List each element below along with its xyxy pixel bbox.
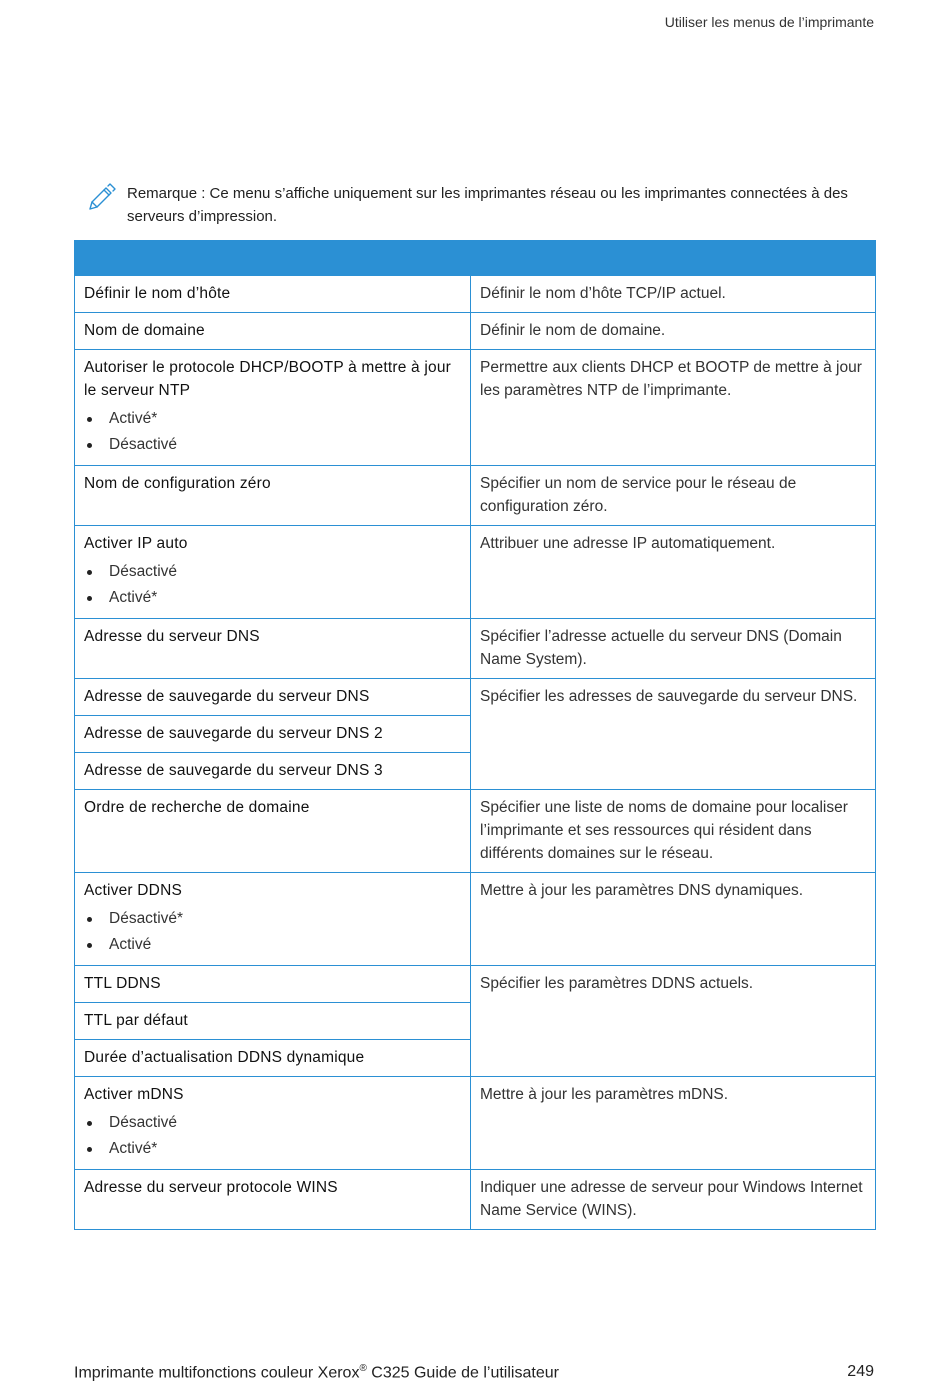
menu-item-name <box>75 966 471 1003</box>
note-block <box>86 182 876 228</box>
table-row <box>75 619 876 679</box>
menu-item-label: TTL par défaut <box>84 1012 188 1029</box>
footer-guide-title <box>74 1363 559 1382</box>
option-item: Désactivé <box>84 559 461 585</box>
pencil-icon <box>86 182 116 210</box>
table-header-cell <box>75 241 471 276</box>
menu-item-label: Adresse de sauvegarde du serveur DNS 2 <box>84 725 383 742</box>
menu-item-label: Nom de configuration zéro <box>84 475 271 492</box>
menu-item-name <box>75 1003 471 1040</box>
table-header-cell <box>471 241 876 276</box>
menu-item-description: Attribuer une adresse IP automatiquement. <box>471 526 876 619</box>
menu-item-label: Définir le nom d’hôte <box>84 285 231 302</box>
footer-guide-suffix: C325 Guide de l’utilisateur <box>366 1364 559 1382</box>
menu-item-label: Adresse de sauvegarde du serveur DNS <box>84 688 370 705</box>
menu-item-name <box>75 1170 471 1230</box>
option-item: Activé* <box>84 585 461 611</box>
menu-item-name <box>75 350 471 466</box>
menu-item-label: Adresse du serveur protocole WINS <box>84 1179 338 1196</box>
menu-item-name <box>75 716 471 753</box>
menu-item-description: Permettre aux clients DHCP et BOOTP de mettre à jour les paramètres NTP de l’imprimante. <box>471 350 876 466</box>
option-item: Activé <box>84 932 461 958</box>
menu-item-name <box>75 276 471 313</box>
option-list <box>84 906 461 958</box>
registered-mark: ® <box>359 1363 367 1374</box>
option-item: Désactivé* <box>84 906 461 932</box>
option-list <box>84 406 461 458</box>
menu-item-label: Activer DDNS <box>84 882 182 899</box>
table-row <box>75 966 876 1003</box>
menu-item-description: Spécifier l’adresse actuelle du serveur DNS (Domain Name System). <box>471 619 876 679</box>
menu-item-label: TTL DDNS <box>84 975 161 992</box>
table-row <box>75 873 876 966</box>
table-row <box>75 1077 876 1170</box>
menu-item-name <box>75 1040 471 1077</box>
menu-item-name <box>75 619 471 679</box>
menu-item-description: Spécifier les adresses de sauvegarde du serveur DNS. <box>471 679 876 790</box>
menu-table <box>74 240 876 1230</box>
table-row <box>75 350 876 466</box>
menu-item-label: Activer IP auto <box>84 535 188 552</box>
menu-item-description: Définir le nom de domaine. <box>471 313 876 350</box>
footer-guide-prefix: Imprimante multifonctions couleur Xerox <box>74 1364 360 1382</box>
menu-item-label: Activer mDNS <box>84 1086 184 1103</box>
menu-item-description: Définir le nom d’hôte TCP/IP actuel. <box>471 276 876 313</box>
option-list <box>84 559 461 611</box>
menu-item-description: Indiquer une adresse de serveur pour Windows Internet Name Service (WINS). <box>471 1170 876 1230</box>
menu-item-name <box>75 679 471 716</box>
menu-item-name <box>75 753 471 790</box>
table-header-row <box>75 241 876 276</box>
menu-item-description: Spécifier un nom de service pour le réseau de configuration zéro. <box>471 466 876 526</box>
page-header-title: Utiliser les menus de l’imprimante <box>664 14 874 30</box>
menu-item-label: Nom de domaine <box>84 322 205 339</box>
note-text: Remarque : Ce menu s’affiche uniquement sur les imprimantes réseau ou les imprimantes connectées à des serveurs d’impression. <box>127 185 848 225</box>
menu-item-label: Adresse de sauvegarde du serveur DNS 3 <box>84 762 383 779</box>
table-row <box>75 526 876 619</box>
menu-item-label: Durée d’actualisation DDNS dynamique <box>84 1049 365 1066</box>
menu-item-name <box>75 790 471 873</box>
page-number: 249 <box>847 1363 874 1380</box>
option-item: Activé* <box>84 406 461 432</box>
menu-item-description: Spécifier les paramètres DDNS actuels. <box>471 966 876 1077</box>
table-row <box>75 1170 876 1230</box>
option-list <box>84 1110 461 1162</box>
table-row <box>75 790 876 873</box>
table-row <box>75 276 876 313</box>
table-row <box>75 313 876 350</box>
menu-item-name <box>75 873 471 966</box>
menu-item-label: Adresse du serveur DNS <box>84 628 260 645</box>
table-row <box>75 679 876 716</box>
menu-item-name <box>75 526 471 619</box>
menu-item-label: Ordre de recherche de domaine <box>84 799 310 816</box>
menu-item-name <box>75 466 471 526</box>
menu-item-description: Spécifier une liste de noms de domaine pour localiser l’imprimante et ses ressources qui résident dans différents domaines sur le réseau. <box>471 790 876 873</box>
menu-item-label: Autoriser le protocole DHCP/BOOTP à mettre à jour le serveur NTP <box>84 359 452 399</box>
menu-item-description: Mettre à jour les paramètres mDNS. <box>471 1077 876 1170</box>
menu-item-name <box>75 1077 471 1170</box>
menu-item-description: Mettre à jour les paramètres DNS dynamiques. <box>471 873 876 966</box>
table-row <box>75 466 876 526</box>
option-item: Désactivé <box>84 1110 461 1136</box>
option-item: Activé* <box>84 1136 461 1162</box>
option-item: Désactivé <box>84 432 461 458</box>
menu-item-name <box>75 313 471 350</box>
